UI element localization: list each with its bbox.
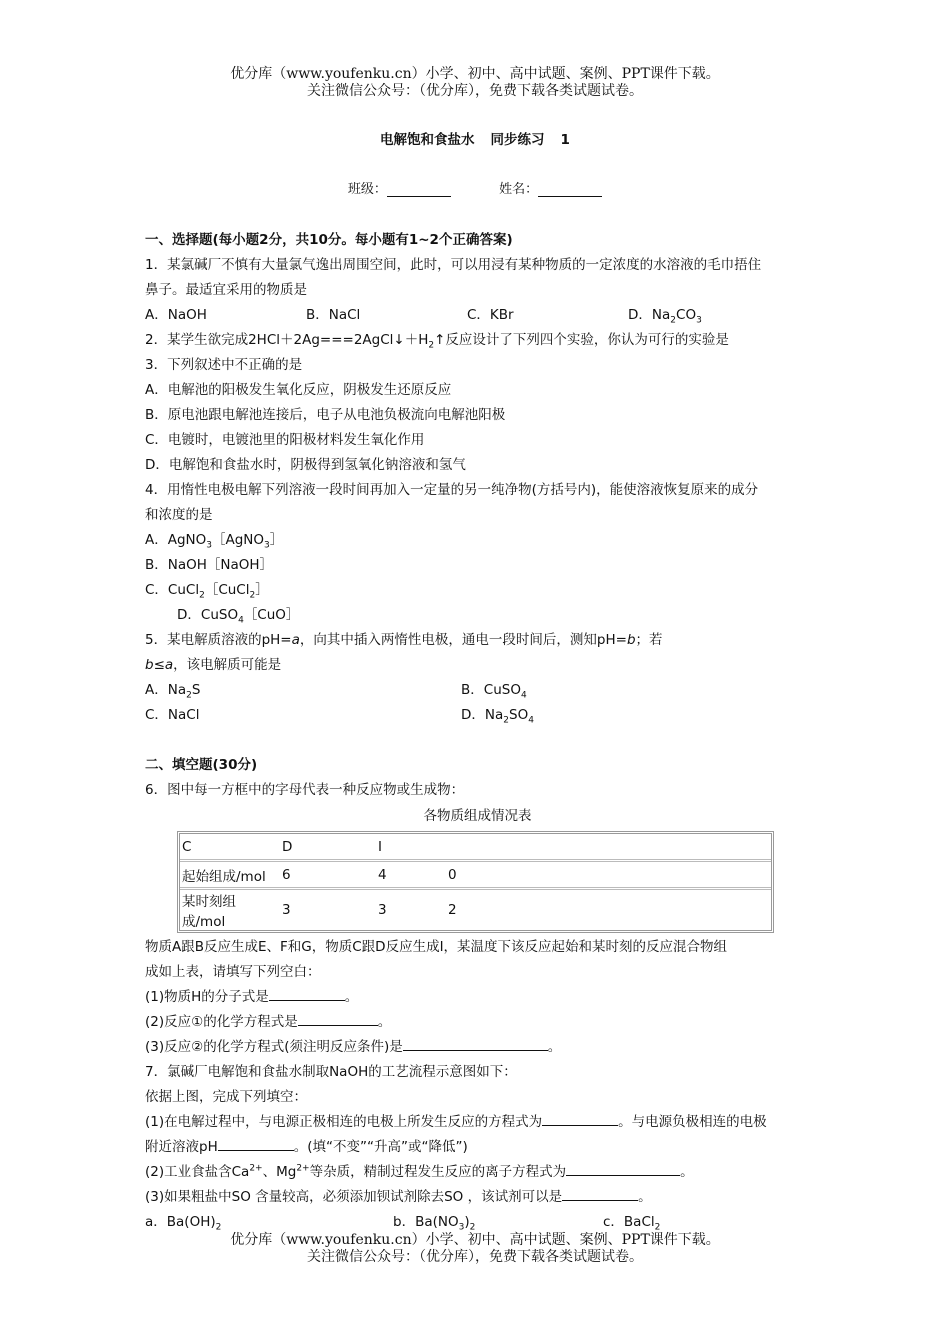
class-blank[interactable] <box>387 182 451 197</box>
class-label: 班级： <box>347 182 387 197</box>
table-row: 起始组成/mol 6 4 0 <box>180 862 771 890</box>
answer-blank[interactable] <box>403 1035 548 1051</box>
option-a: A．电解池的阳极发生氧化反应，阴极发生还原反应 <box>145 382 452 398</box>
option-c: C．NaCl <box>145 707 200 723</box>
option-b: B．NaOH［NaOH］ <box>145 557 274 573</box>
table-row: C D I <box>180 834 771 862</box>
answer-blank[interactable] <box>298 1010 378 1026</box>
option-d: D．电解饱和食盐水时，阴极得到氢氧化钠溶液和氢气 <box>145 457 466 473</box>
section-2-heading: 二、填空题(30分) <box>145 757 258 773</box>
option-a: A．AgNO$_3$［AgNO$_3$］ <box>145 532 284 551</box>
option-c: C．电镀时，电镀池里的阳极材料发生氧化作用 <box>145 432 425 448</box>
question-5: 5．某电解质溶液的pH=a，向其中插入两惰性电极，通电一段时间后，测知pH=b；若 b≤a，该电解质可能是 A．$Na_2S$ B．CuSO$_4$ C．NaCl D．$Na_2SO_4$ <box>145 628 810 728</box>
option-a: A．$Na_2S$ <box>145 682 201 701</box>
header-line-2: 关注微信公众号：（优分库），免费下载各类试题试卷。 <box>307 83 643 99</box>
answer-blank[interactable] <box>542 1110 618 1126</box>
title-main: 电解饱和食盐水 <box>380 132 475 148</box>
page-title <box>0 128 950 148</box>
title-num: 1 <box>560 132 570 148</box>
question-6: 6．图中每一方框中的字母代表一种反应物或生成物： 各物质组成情况表 C D I 起始组成/mol 6 4 0 某时刻组成/mol 3 3 2 物质A跟B反应生成E、F和G，物质C跟D反应生成I，某温度下该反应起始和某时刻的反应混合物组 成如上表，请填写下列空白： (1)物质H的分子式是 。 (2)反应①的化学方程式是 。 (3)反应②的化学方程式(须注明反应条件)是 。 <box>145 778 810 1060</box>
option-b: B．CuSO$_4$ <box>461 682 527 701</box>
page-header <box>0 66 950 100</box>
name-blank[interactable] <box>538 182 602 197</box>
question-4: 4．用惰性电极电解下列溶液一段时间再加入一定量的另一纯净物(方括号内)，能使溶液恢复原来的成分 和浓度的是 A．AgNO$_3$［AgNO$_3$］ B．NaOH［NaOH］ C．CuCl$_2$［CuCl$_2$］ D．CuSO$_4$［CuO］ <box>145 478 810 628</box>
class-name-line <box>0 178 950 197</box>
answer-blank[interactable] <box>566 1160 680 1176</box>
question-3: 3．下列叙述中不正确的是 A．电解池的阳极发生氧化反应，阴极发生还原反应 B．原电池跟电解池连接后，电子从电池负极流向电解池阳极 C．电镀时，电镀池里的阳极材料发生氧化作用 D．电解饱和食盐水时，阴极得到氢氧化钠溶液和氢气 <box>145 353 810 478</box>
name-label: 姓名： <box>499 182 539 197</box>
option-b: b．$Ba(NO_3)_2$ <box>393 1214 476 1233</box>
question-1-options <box>145 303 810 328</box>
option-c: C．KBr <box>467 307 514 323</box>
option-a: A．NaOH <box>145 307 207 323</box>
section-1-heading: 一、选择题(每小题2分，共10分。每小题有1~2个正确答案) <box>145 232 513 248</box>
exam-content <box>145 228 810 1235</box>
page-footer <box>0 1232 950 1266</box>
answer-blank[interactable] <box>218 1135 294 1151</box>
option-d: D．$Na_2CO_3$ <box>628 307 702 326</box>
option-b: B．NaCl <box>306 307 361 323</box>
answer-blank[interactable] <box>562 1185 638 1201</box>
option-b: B．原电池跟电解池连接后，电子从电池负极流向电解池阳极 <box>145 407 506 423</box>
question-7: 7．氯碱厂电解饱和食盐水制取NaOH的工艺流程示意图如下： 依据上图，完成下列填空： (1)在电解过程中，与电源正极相连的电极上所发生反应的方程式为 。与电源负极相连的电极 附近溶液pH 。(填“不变”“升高”或“降低”) (2)工业食盐含$Ca^{2+}$、$Mg^{2+}$等杂质，精制过程发生反应的离子方程式为 。 (3)如果粗盐中SO 含量较高，必须添加钡试剂除去SO ，该试剂可以是 。 a．$Ba(OH)_2$ b．$Ba(NO_3)_2$ c．BaCl$_2$ <box>145 1060 810 1235</box>
composition-table <box>177 831 774 933</box>
answer-blank[interactable] <box>269 985 345 1001</box>
table-row: 某时刻组成/mol 3 3 2 <box>182 894 457 930</box>
question-2: 2．某学生欲完成$2HCl+2Ag===2AgCl↓+H_2↑$反应设计了下列四个实验，你认为可行的实验是 <box>145 332 729 351</box>
option-d: D．$Na_2SO_4$ <box>461 707 534 726</box>
table-caption: 各物质组成情况表 <box>423 808 532 824</box>
title-sub: 同步练习 <box>490 132 545 148</box>
option-c: c．BaCl$_2$ <box>603 1214 661 1233</box>
question-1: 1．某氯碱厂不慎有大量氯气逸出周围空间，此时，可以用浸有某种物质的一定浓度的水溶液的毛巾捂住 鼻子。最适宜采用的物质是 A．NaOH B．NaCl C．KBr D．$Na_2CO_3$ <box>145 253 810 328</box>
option-d: D．CuSO$_4$［CuO］ <box>177 607 300 626</box>
option-c: C．CuCl$_2$［CuCl$_2$］ <box>145 582 269 601</box>
footer-line-2: 关注微信公众号：（优分库），免费下载各类试题试卷。 <box>307 1249 643 1265</box>
footer-line-1: 优分库（www.youfenku.cn）小学、初中、高中试题、案例、PPT课件下载。 <box>230 1232 720 1248</box>
header-line-1: 优分库（www.youfenku.cn）小学、初中、高中试题、案例、PPT课件下载。 <box>230 66 720 82</box>
option-a: a．$Ba(OH)_2$ <box>145 1214 222 1233</box>
